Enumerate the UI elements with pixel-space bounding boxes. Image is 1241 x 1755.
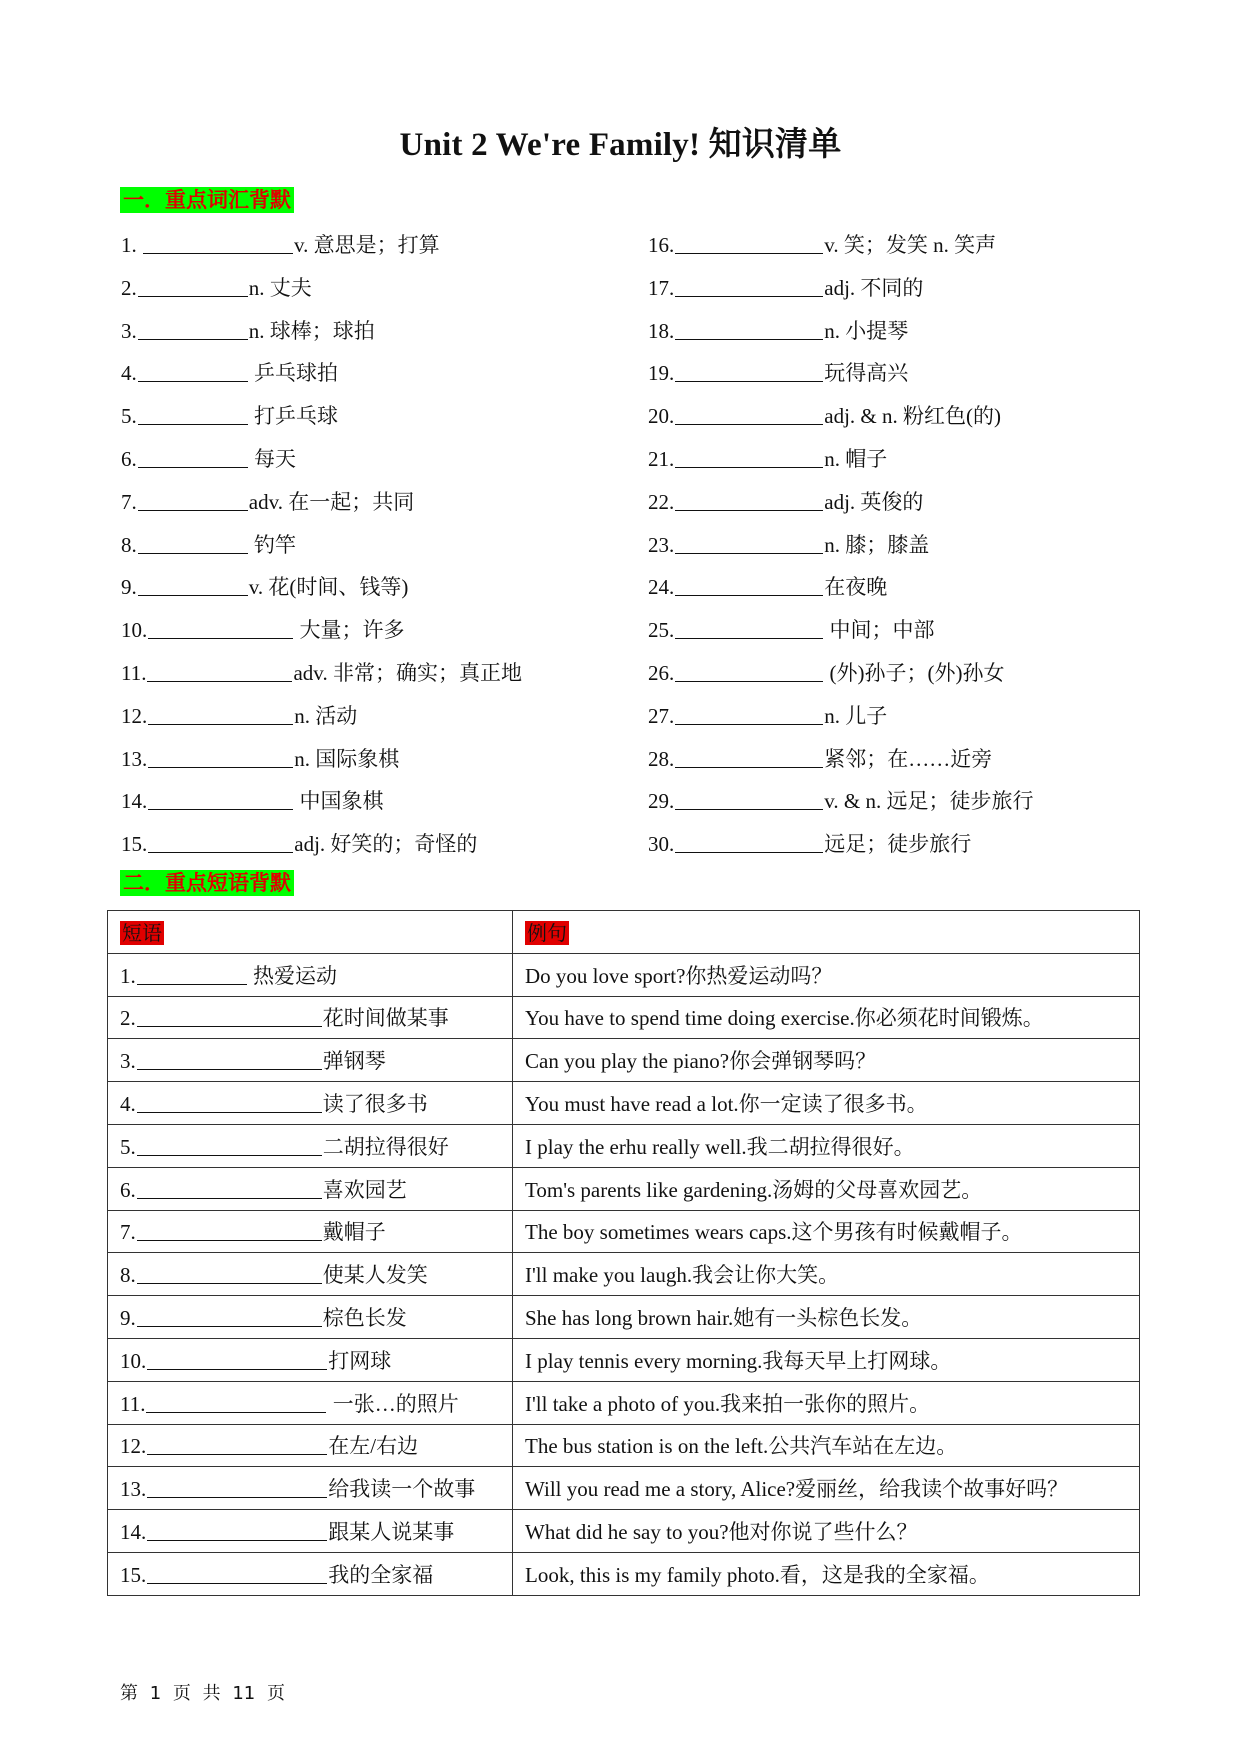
vocab-item	[121, 566, 522, 609]
item-meaning: n. 小提琴	[824, 318, 909, 343]
vocab-item	[648, 438, 1033, 481]
table-header-row	[108, 911, 1140, 954]
item-number: 5.	[120, 1134, 136, 1159]
vocab-list-right	[648, 224, 1033, 866]
answer-blank[interactable]	[138, 575, 248, 596]
vocab-list-left	[121, 224, 522, 866]
vocab-item	[648, 267, 1033, 310]
example-cell: I'll take a photo of you.我来拍一张你的照片。	[513, 1381, 1140, 1424]
answer-blank[interactable]	[138, 361, 248, 382]
item-number: 2.	[121, 275, 137, 300]
example-cell: The boy sometimes wears caps.这个男孩有时候戴帽子。	[513, 1210, 1140, 1253]
vocab-item	[121, 695, 522, 738]
item-number: 13.	[120, 1477, 147, 1502]
table-row	[108, 1338, 1140, 1381]
item-meaning: n. 膝；膝盖	[824, 532, 930, 557]
item-number: 22.	[648, 489, 675, 514]
item-meaning: 钓竿	[248, 532, 296, 557]
item-number: 30.	[648, 832, 675, 857]
answer-blank[interactable]	[675, 533, 823, 554]
answer-blank[interactable]	[675, 404, 823, 425]
item-number: 21.	[648, 446, 675, 471]
answer-blank[interactable]	[138, 490, 248, 511]
example-cell: I play tennis every morning.我每天早上打网球。	[513, 1338, 1140, 1381]
answer-blank[interactable]	[675, 832, 823, 853]
answer-blank[interactable]	[147, 1520, 327, 1541]
answer-blank[interactable]	[675, 618, 823, 639]
answer-blank[interactable]	[137, 1049, 322, 1070]
item-number: 1.	[120, 963, 136, 988]
example-cell: Tom's parents like gardening.汤姆的父母喜欢园艺。	[513, 1167, 1140, 1210]
phrase-meaning: 喜欢园艺	[322, 1177, 407, 1202]
item-number: 10.	[120, 1348, 147, 1373]
item-number: 3.	[120, 1049, 136, 1074]
item-meaning: adj. 不同的	[824, 275, 924, 300]
item-number: 9.	[121, 575, 137, 600]
item-meaning: n. 活动	[294, 703, 358, 728]
phrase-meaning: 戴帽子	[322, 1220, 386, 1245]
item-meaning: adv. 在一起；共同	[248, 489, 415, 514]
item-meaning: n. 帽子	[824, 446, 888, 471]
table-row	[108, 1039, 1140, 1082]
phrase-cell	[108, 1338, 513, 1381]
item-meaning: n. 丈夫	[248, 275, 312, 300]
phrase-meaning: 打网球	[328, 1348, 392, 1373]
phrase-meaning: 使某人发笑	[322, 1263, 428, 1288]
item-number: 20.	[648, 404, 675, 429]
item-number: 14.	[121, 789, 148, 814]
example-cell: You must have read a lot.你一定读了很多书。	[513, 1082, 1140, 1125]
example-cell: I play the erhu really well.我二胡拉得很好。	[513, 1124, 1140, 1167]
item-number: 12.	[120, 1434, 147, 1459]
vocab-item	[121, 438, 522, 481]
phrase-table-body	[108, 953, 1140, 1595]
header-label-phrase: 短语	[122, 921, 162, 946]
phrase-meaning: 给我读一个故事	[328, 1477, 476, 1502]
table-row	[108, 1296, 1140, 1339]
vocab-item	[648, 609, 1033, 652]
answer-blank[interactable]	[138, 276, 248, 297]
item-number: 24.	[648, 575, 675, 600]
page-footer: 第 1 页 共 11 页	[120, 1683, 285, 1704]
answer-blank[interactable]	[675, 447, 823, 468]
phrase-meaning: 我的全家福	[328, 1562, 434, 1587]
item-meaning: n. 球棒；球拍	[248, 318, 375, 343]
item-number: 15.	[120, 1562, 147, 1587]
table-row	[108, 1381, 1140, 1424]
phrase-cell	[108, 1124, 513, 1167]
table-row	[108, 1210, 1140, 1253]
answer-blank[interactable]	[147, 1434, 327, 1455]
answer-blank[interactable]	[137, 1006, 322, 1027]
vocab-item	[648, 395, 1033, 438]
phrase-meaning: 二胡拉得很好	[322, 1134, 449, 1159]
answer-blank[interactable]	[675, 661, 823, 682]
answer-blank[interactable]	[137, 1135, 322, 1156]
phrase-cell	[108, 953, 513, 996]
table-row	[108, 1124, 1140, 1167]
phrase-meaning: 跟某人说某事	[328, 1520, 455, 1545]
phrase-cell	[108, 996, 513, 1039]
vocab-item	[121, 823, 522, 866]
phrase-cell	[108, 1510, 513, 1553]
item-meaning: adj. 好笑的；奇怪的	[294, 832, 478, 857]
vocab-item	[121, 267, 522, 310]
item-number: 18.	[648, 318, 675, 343]
item-number: 7.	[120, 1220, 136, 1245]
answer-blank[interactable]	[675, 704, 823, 725]
vocab-item	[648, 738, 1033, 781]
answer-blank[interactable]	[137, 1263, 322, 1284]
answer-blank[interactable]	[675, 747, 823, 768]
phrase-cell	[108, 1552, 513, 1595]
answer-blank[interactable]	[675, 319, 823, 340]
item-meaning: 中间；中部	[824, 618, 935, 643]
answer-blank[interactable]	[137, 1092, 322, 1113]
item-meaning: adv. 非常；确实；真正地	[293, 660, 522, 685]
phrase-meaning: 一张…的照片	[327, 1391, 459, 1416]
item-number: 9.	[120, 1306, 136, 1331]
item-number: 8.	[121, 532, 137, 557]
answer-blank[interactable]	[138, 533, 248, 554]
vocab-item	[648, 524, 1033, 567]
answer-blank[interactable]	[675, 575, 823, 596]
item-number: 2.	[120, 1006, 136, 1031]
item-number: 6.	[120, 1177, 136, 1202]
example-cell: Do you love sport?你热爱运动吗？	[513, 953, 1140, 996]
phrase-meaning: 在左/右边	[328, 1434, 419, 1459]
phrase-meaning: 弹钢琴	[322, 1049, 386, 1074]
answer-blank[interactable]	[137, 1306, 322, 1327]
item-number: 8.	[120, 1263, 136, 1288]
phrase-cell	[108, 1039, 513, 1082]
item-number: 5.	[121, 404, 137, 429]
item-meaning: adj. 英俊的	[824, 489, 924, 514]
item-number: 12.	[121, 703, 148, 728]
item-meaning: v. 花(时间、钱等)	[248, 575, 409, 600]
example-cell: Will you read me a story, Alice?爱丽丝，给我读个故事好吗？	[513, 1467, 1140, 1510]
table-row	[108, 1167, 1140, 1210]
answer-blank[interactable]	[146, 1392, 326, 1413]
item-number: 11.	[120, 1391, 146, 1416]
item-number: 26.	[648, 660, 675, 685]
table-row	[108, 1510, 1140, 1553]
item-meaning: n. 儿子	[824, 703, 888, 728]
item-number: 13.	[121, 746, 148, 771]
answer-blank[interactable]	[143, 233, 293, 254]
vocab-item	[648, 352, 1033, 395]
answer-blank[interactable]	[147, 661, 292, 682]
table-row	[108, 953, 1140, 996]
answer-blank[interactable]	[147, 1477, 327, 1498]
example-cell: She has long brown hair.她有一头棕色长发。	[513, 1296, 1140, 1339]
item-meaning: 打乒乓球	[248, 404, 338, 429]
example-cell: You have to spend time doing exercise.你必须花时间锻炼。	[513, 996, 1140, 1039]
item-meaning: 大量；许多	[294, 618, 405, 643]
answer-blank[interactable]	[147, 1349, 327, 1370]
header-label-example: 例句	[527, 921, 567, 946]
example-cell: Look, this is my family photo.看，这是我的全家福。	[513, 1552, 1140, 1595]
answer-blank[interactable]	[138, 447, 248, 468]
item-number: 29.	[648, 789, 675, 814]
example-cell: I'll make you laugh.我会让你大笑。	[513, 1253, 1140, 1296]
phrase-cell	[108, 1424, 513, 1467]
table-row	[108, 1424, 1140, 1467]
item-number: 17.	[648, 275, 675, 300]
vocab-item	[121, 652, 522, 695]
vocab-item	[121, 224, 522, 267]
item-meaning: 玩得高兴	[824, 361, 909, 386]
item-number: 10.	[121, 618, 148, 643]
header-cell-phrase	[108, 911, 513, 954]
page-title: Unit 2 We're Family! 知识清单	[399, 127, 842, 163]
vocab-item	[121, 780, 522, 823]
phrase-cell	[108, 1467, 513, 1510]
answer-blank[interactable]	[137, 1178, 322, 1199]
phrase-meaning: 热爱运动	[247, 963, 337, 988]
phrase-cell	[108, 1082, 513, 1125]
answer-blank[interactable]	[675, 276, 823, 297]
item-meaning: 远足；徒步旅行	[824, 832, 972, 857]
phrase-cell	[108, 1296, 513, 1339]
answer-blank[interactable]	[147, 1563, 327, 1584]
vocab-item	[121, 352, 522, 395]
phrase-cell	[108, 1253, 513, 1296]
answer-blank[interactable]	[148, 789, 293, 810]
answer-blank[interactable]	[148, 618, 293, 639]
table-row	[108, 1467, 1140, 1510]
item-meaning: n. 国际象棋	[294, 746, 400, 771]
answer-blank[interactable]	[148, 747, 293, 768]
item-meaning: v. 意思是；打算	[294, 233, 440, 257]
item-number: 4.	[120, 1092, 136, 1117]
phrase-cell	[108, 1210, 513, 1253]
item-number: 14.	[120, 1520, 147, 1545]
item-number: 4.	[121, 361, 137, 386]
table-row	[108, 1253, 1140, 1296]
table-row	[108, 1552, 1140, 1595]
phrase-cell	[108, 1167, 513, 1210]
item-number: 3.	[121, 318, 137, 343]
item-number: 6.	[121, 446, 137, 471]
vocab-item	[121, 738, 522, 781]
item-number: 16.	[648, 233, 675, 257]
example-cell: Can you play the piano?你会弹钢琴吗？	[513, 1039, 1140, 1082]
vocab-item	[121, 310, 522, 353]
item-meaning: v. & n. 远足；徒步旅行	[824, 789, 1034, 814]
answer-blank[interactable]	[675, 233, 823, 254]
item-number: 25.	[648, 618, 675, 643]
answer-blank[interactable]	[137, 1220, 322, 1241]
vocab-item	[648, 695, 1033, 738]
vocab-item	[121, 481, 522, 524]
item-number: 27.	[648, 703, 675, 728]
item-meaning: v. 笑；发笑 n. 笑声	[824, 233, 997, 257]
item-number: 11.	[121, 660, 147, 685]
phrase-meaning: 棕色长发	[322, 1306, 407, 1331]
vocab-item	[121, 609, 522, 652]
vocab-item	[121, 395, 522, 438]
table-row	[108, 996, 1140, 1039]
phrase-meaning: 读了很多书	[322, 1092, 428, 1117]
vocab-item	[648, 780, 1033, 823]
item-meaning: (外)孙子；(外)孙女	[824, 660, 1005, 685]
answer-blank[interactable]	[148, 704, 293, 725]
answer-blank[interactable]	[675, 789, 823, 810]
example-cell: What did he say to you?他对你说了些什么？	[513, 1510, 1140, 1553]
table-row	[108, 1082, 1140, 1125]
vocab-item	[648, 310, 1033, 353]
item-meaning: 每天	[248, 446, 296, 471]
item-meaning: 在夜晚	[824, 575, 888, 600]
item-number: 19.	[648, 361, 675, 386]
vocab-item	[121, 524, 522, 567]
vocab-item	[648, 566, 1033, 609]
vocab-item	[648, 652, 1033, 695]
section-heading-vocabulary: 一．重点词汇背默	[120, 187, 294, 213]
phrase-cell	[108, 1381, 513, 1424]
item-number: 7.	[121, 489, 137, 514]
item-number: 28.	[648, 746, 675, 771]
section-heading-phrases: 二．重点短语背默	[120, 870, 294, 896]
item-number: 1.	[121, 233, 142, 257]
answer-blank[interactable]	[137, 964, 247, 985]
item-number: 23.	[648, 532, 675, 557]
answer-blank[interactable]	[148, 832, 293, 853]
item-number: 15.	[121, 832, 148, 857]
answer-blank[interactable]	[138, 319, 248, 340]
vocab-item	[648, 481, 1033, 524]
phrase-meaning: 花时间做某事	[322, 1006, 449, 1031]
answer-blank[interactable]	[675, 490, 823, 511]
header-cell-example	[513, 911, 1140, 954]
item-meaning: 紧邻；在……近旁	[824, 746, 993, 771]
vocab-item	[648, 224, 1033, 267]
item-meaning: 乒乓球拍	[248, 361, 338, 386]
answer-blank[interactable]	[675, 361, 823, 382]
answer-blank[interactable]	[138, 404, 248, 425]
item-meaning: 中国象棋	[294, 789, 384, 814]
example-cell: The bus station is on the left.公共汽车站在左边。	[513, 1424, 1140, 1467]
vocab-item	[648, 823, 1033, 866]
phrase-table	[107, 910, 1140, 1596]
item-meaning: adj. & n. 粉红色(的)	[824, 404, 1001, 429]
